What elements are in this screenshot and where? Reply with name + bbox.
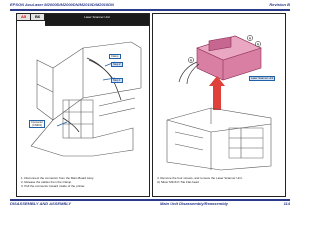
unit-cables xyxy=(179,62,199,84)
left-figure-panel xyxy=(16,13,150,197)
connector-label: Connector xyxy=(31,121,43,124)
svg-text:A: A xyxy=(189,58,193,63)
section-title: Laser Scanner Unit xyxy=(84,15,110,19)
printer-body-lines xyxy=(167,108,271,170)
callout-laser-scanner-unit: Laser Scanner Unit xyxy=(251,77,274,80)
svg-text:A: A xyxy=(256,42,260,47)
step-2-text: 2. Release the cables from the Clamp. xyxy=(21,180,73,184)
section-title-band xyxy=(45,14,149,26)
model-tab-b6: B6 xyxy=(31,14,45,21)
right-figure-panel xyxy=(152,13,286,197)
printer-interior-illustration xyxy=(23,28,145,158)
header-rule xyxy=(10,9,290,11)
footer-chapter: DISASSEMBLY AND ASSEMBLY xyxy=(10,201,72,206)
step-4a-text: A) Silver M3x6 P-Tite Flat-head xyxy=(157,180,199,184)
callout-clamp: Clamp xyxy=(111,55,119,58)
footer-section: Main Unit Disassembly/Reassembly xyxy=(160,201,229,206)
cable-bundle xyxy=(63,58,121,132)
page-number: 114 xyxy=(283,201,290,206)
page-footer xyxy=(10,201,290,209)
step-4-text: 4. Remove the four screws, and remove the Laser Scanner Unit. xyxy=(157,176,243,180)
laser-scanner-unit xyxy=(197,36,261,80)
model-tab-a5: A5 xyxy=(17,14,31,21)
step-3-text: 3. Pull the connector toward inside of the printer. xyxy=(21,184,86,188)
callout-step-1: Step 1 xyxy=(113,79,121,82)
header-title: EPSON AcuLaser M2000D/M2000DN/M2010D/M2010DN xyxy=(10,2,114,7)
connector-id: (CN301) xyxy=(32,124,42,127)
header-revision: Revision B xyxy=(269,2,290,7)
step-1-text: 1. Disconnect the connector from the Main Board Assy. xyxy=(21,176,94,180)
removal-arrow xyxy=(209,76,225,110)
callout-connector xyxy=(29,120,45,128)
callout-step-2: Step 2 xyxy=(113,63,121,66)
svg-text:A: A xyxy=(248,36,252,41)
printer-frame-lines xyxy=(31,42,141,156)
laser-scanner-removal-illustration xyxy=(157,20,281,172)
